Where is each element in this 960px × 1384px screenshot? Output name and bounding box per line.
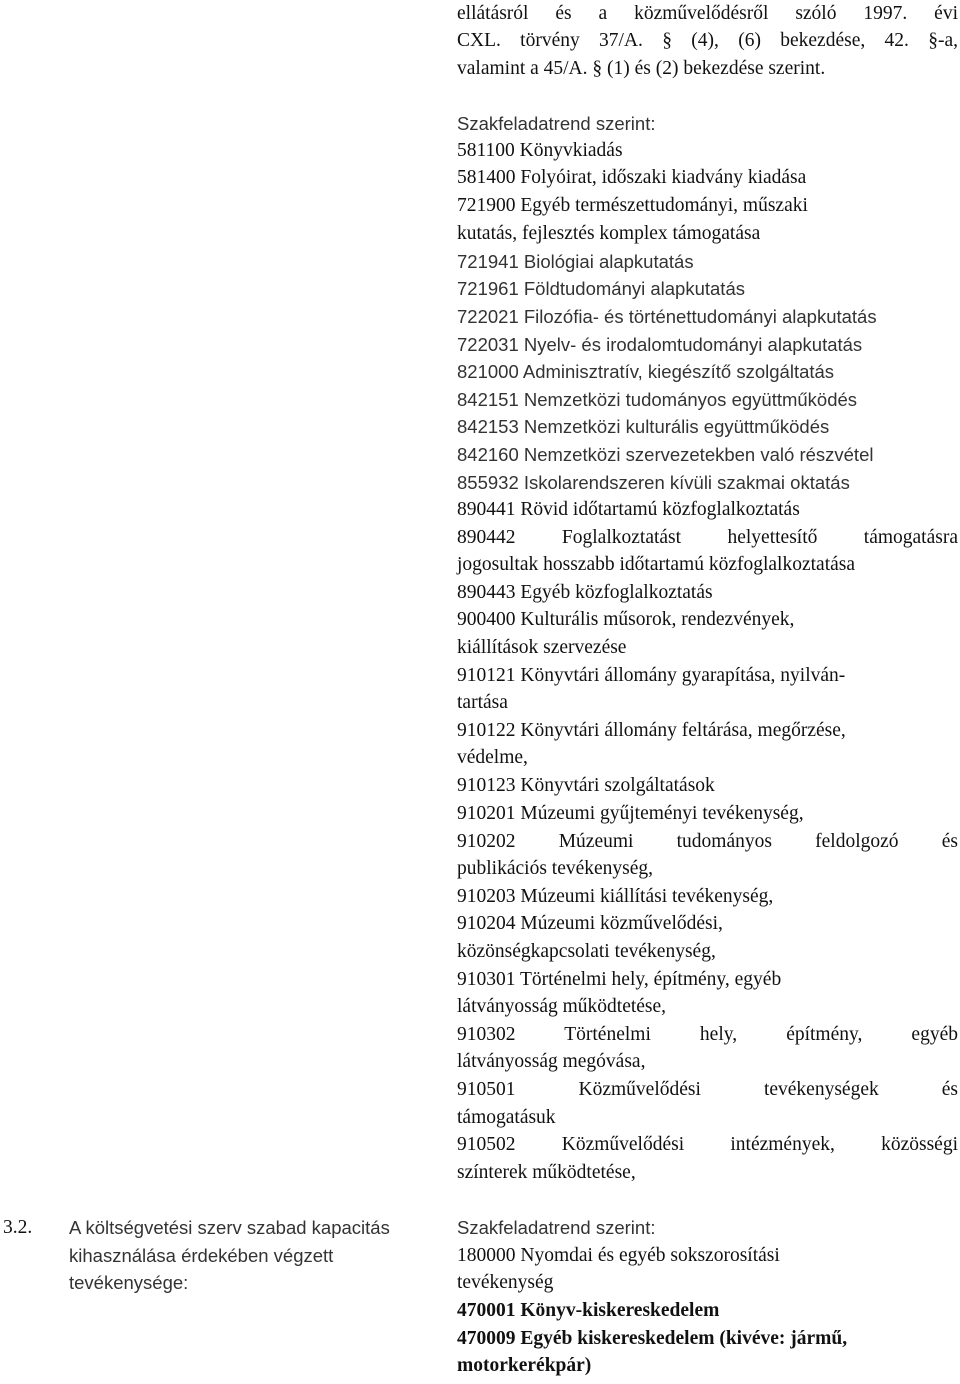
activity-line: 855932 Iskolarendszeren kívüli szakmai oktatás [457, 472, 850, 493]
activity-line: 910201 Múzeumi gyűjteményi tevékenység, [457, 803, 804, 824]
activity-line: közönségkapcsolati tevékenység, [457, 941, 716, 962]
activity-line: 910123 Könyvtári szolgáltatások [457, 775, 715, 796]
activity-line: 890441 Rövid időtartamú közfoglalkoztatás [457, 499, 800, 520]
activity-line: 842160 Nemzetközi szervezetekben való részvétel [457, 444, 874, 465]
activity-line: 910501 Közművelődési tevékenységek és [457, 1079, 958, 1100]
activity-line: 910202 Múzeumi tudományos feldolgozó és [457, 831, 958, 852]
activity-line: támogatásuk [457, 1107, 556, 1128]
section-label-line: A költségvetési szerv szabad kapacitás [69, 1217, 390, 1238]
activity-line: színterek működtetése, [457, 1162, 636, 1183]
section-label-line: kihasználása érdekében végzett [69, 1245, 334, 1266]
activity-line: 910122 Könyvtári állomány feltárása, megőrzése, [457, 720, 846, 741]
activity-line: 180000 Nyomdai és egyéb sokszorosítási [457, 1245, 780, 1266]
activity-line: publikációs tevékenység, [457, 858, 654, 879]
section-number: 3.2. [3, 1217, 33, 1238]
activity-line: kiállítások szervezése [457, 637, 627, 658]
activity-line: védelme, [457, 747, 528, 768]
activity-line: 910121 Könyvtári állomány gyarapítása, nyilván- [457, 665, 846, 686]
activity-line: 581100 Könyvkiadás [457, 140, 623, 161]
activity-line: 900400 Kulturális műsorok, rendezvények, [457, 609, 795, 630]
activity-line: 910502 Közművelődési intézmények, közösségi [457, 1134, 958, 1155]
activity-line: kutatás, fejlesztés komplex támogatása [457, 223, 761, 244]
activity-line: tevékenység [457, 1272, 554, 1293]
activity-line: 910302 Történelmi hely, építmény, egyéb [457, 1024, 958, 1045]
activity-line: 890443 Egyéb közfoglalkoztatás [457, 582, 713, 603]
activity-line: 581400 Folyóirat, időszaki kiadvány kiadása [457, 167, 807, 188]
activity-line-bold: 470001 Könyv-kiskereskedelem [457, 1300, 720, 1321]
legal-reference-line: CXL. törvény 37/A. § (4), (6) bekezdése, 42. §-a, [457, 30, 958, 51]
activity-line: 842151 Nemzetközi tudományos együttműködés [457, 389, 858, 410]
activity-line: 890442 Foglalkoztatást helyettesítő támogatásra [457, 527, 958, 548]
activity-line: 910204 Múzeumi közművelődési, [457, 913, 723, 934]
section-heading: Szakfeladatrend szerint: [457, 1217, 656, 1238]
legal-reference-line: valamint a 45/A. § (1) és (2) bekezdése szerint. [457, 58, 826, 79]
activity-line-bold: motorkerékpár) [457, 1355, 592, 1376]
activity-line-bold: 470009 Egyéb kiskereskedelem (kivéve: jármű, [457, 1328, 848, 1349]
activity-line: 842153 Nemzetközi kulturális együttműködés [457, 416, 830, 437]
activity-line: 721941 Biológiai alapkutatás [457, 251, 694, 272]
activity-line: látványosság megóvása, [457, 1051, 646, 1072]
section-label-line: tevékenysége: [69, 1272, 189, 1293]
activity-line: 910301 Történelmi hely, építmény, egyéb [457, 969, 782, 990]
section-heading: Szakfeladatrend szerint: [457, 113, 656, 134]
legal-reference-line: ellátásról és a közművelődésről szóló 1997. évi [457, 3, 958, 24]
activity-line: 721961 Földtudományi alapkutatás [457, 278, 745, 299]
activity-line: 722031 Nyelv- és irodalomtudományi alapkutatás [457, 334, 863, 355]
activity-line: látványosság működtetése, [457, 996, 667, 1017]
activity-line: tartása [457, 692, 508, 713]
activity-line: 721900 Egyéb természettudományi, műszaki [457, 195, 808, 216]
activity-line: 821000 Adminisztratív, kiegészítő szolgáltatás [457, 361, 835, 382]
activity-line: 722021 Filozófia- és történettudományi alapkutatás [457, 306, 877, 327]
activity-line: jogosultak hosszabb időtartamú közfoglalkoztatása [457, 554, 856, 575]
activity-line: 910203 Múzeumi kiállítási tevékenység, [457, 886, 774, 907]
